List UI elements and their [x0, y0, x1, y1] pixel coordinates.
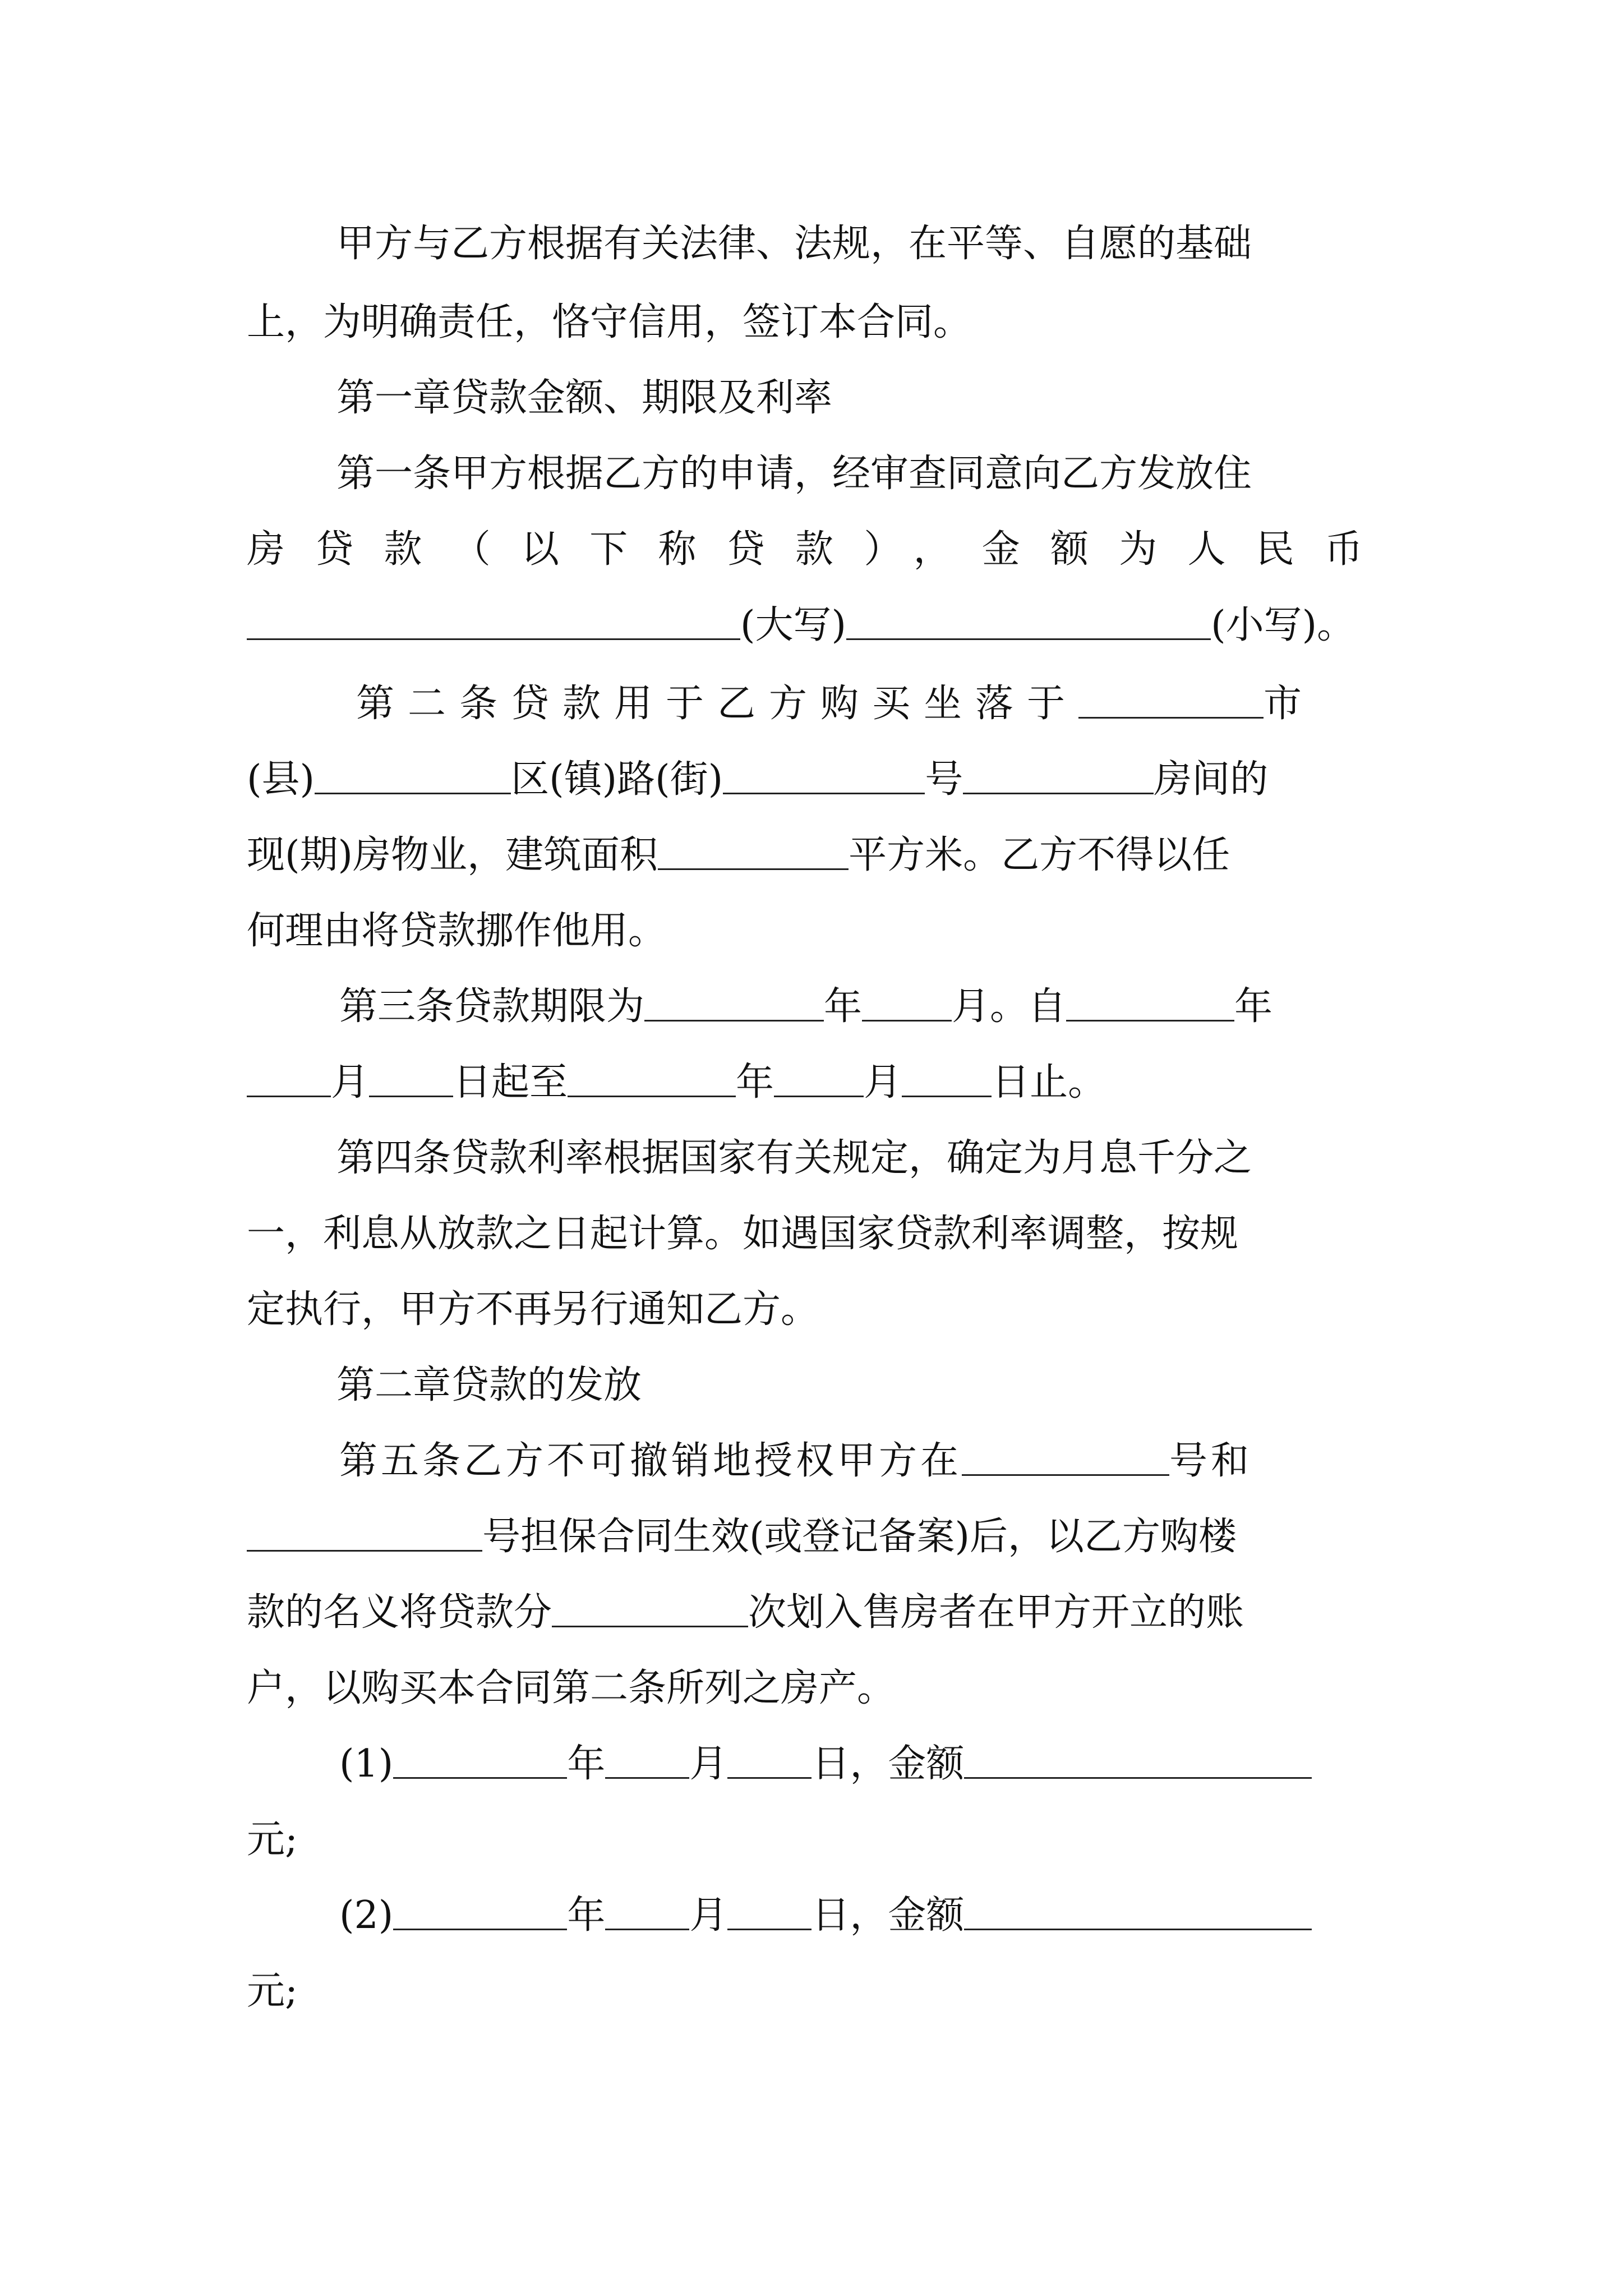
article-4-line1: 第四条贷款利率根据国家有关规定，确定为月息千分之 — [336, 1136, 1252, 1180]
installment-1-line1: (1) 年 月 日，金额 — [339, 1736, 1312, 1792]
para-intro-line2: 上，为明确责任，恪守信用，签订本合同。 — [247, 300, 972, 344]
start-year-blank[interactable] — [1066, 984, 1234, 1022]
article-2-line4: 何理由将贷款挪作他用。 — [247, 909, 667, 953]
article-3-line2: 月 日起至 年 月 日止。 — [247, 1055, 1106, 1111]
amount-uppercase-blank[interactable] — [247, 602, 740, 640]
chapter-2-heading: 第二章贷款的发放 — [336, 1363, 642, 1407]
installments-blank[interactable] — [552, 1590, 748, 1627]
term-months-blank[interactable] — [862, 984, 952, 1022]
article-2-line1: 第二条贷款用于乙方购买坐落于 市 — [356, 682, 1316, 726]
installment-1-month-blank[interactable] — [605, 1741, 689, 1779]
amount-lowercase-blank[interactable] — [846, 602, 1211, 640]
city-blank[interactable] — [1078, 681, 1264, 719]
end-day-blank[interactable] — [902, 1060, 992, 1097]
article-1-line1: 第一条甲方根据乙方的申请，经审查同意向乙方发放住 — [336, 452, 1252, 496]
article-1-line3: (大写) (小写)。 — [247, 597, 1355, 654]
district-blank[interactable] — [315, 757, 511, 794]
term-years-blank[interactable] — [644, 984, 824, 1022]
article-5-line1: 第五条乙方不可撤销地授权甲方在 号和 — [339, 1439, 1253, 1483]
installment-2-amount-blank[interactable] — [964, 1893, 1312, 1930]
para-intro-line1: 甲方与乙方根据有关法律、法规，在平等、自愿的基础 — [336, 222, 1252, 266]
start-month-blank[interactable] — [247, 1060, 331, 1097]
installment-2-day-blank[interactable] — [727, 1893, 811, 1930]
article-5-line2: 号担保合同生效(或登记备案)后，以乙方购楼 — [247, 1509, 1237, 1565]
article-4-line2: 一，利息从放款之日起计算。如遇国家贷款利率调整，按规 — [247, 1212, 1239, 1256]
installment-2-month-blank[interactable] — [605, 1893, 689, 1930]
article-3-line1: 第三条贷款期限为 年 月。自 年 — [339, 984, 1273, 1029]
road-blank[interactable] — [723, 757, 925, 794]
contract-no-2-blank[interactable] — [247, 1514, 482, 1552]
article-5-line3: 款的名义将贷款分 次划入售房者在甲方开立的账 — [247, 1590, 1244, 1635]
installment-2-line1: (2) 年 月 日，金额 — [339, 1888, 1312, 1944]
article-4-line3: 定执行，甲方不再另行通知乙方。 — [247, 1287, 819, 1332]
contract-no-1-blank[interactable] — [962, 1438, 1169, 1476]
article-2-line3: 现(期)房物业，建筑面积 平方米。乙方不得以任 — [247, 833, 1230, 877]
article-5-line4: 户，以购买本合同第二条所列之房产。 — [247, 1666, 896, 1710]
start-day-blank[interactable] — [369, 1060, 453, 1097]
installment-1-line2: 元; — [247, 1818, 298, 1862]
number-blank[interactable] — [963, 757, 1154, 794]
area-blank[interactable] — [658, 832, 849, 870]
article-1-line2: 房贷款（以下称贷款），金额为人民币 — [247, 527, 1363, 572]
end-month-blank[interactable] — [774, 1060, 864, 1097]
installment-2-year-blank[interactable] — [393, 1893, 567, 1930]
installment-1-day-blank[interactable] — [727, 1741, 811, 1779]
chapter-1-heading: 第一章贷款金额、期限及利率 — [336, 376, 833, 420]
end-year-blank[interactable] — [568, 1060, 736, 1097]
installment-1-year-blank[interactable] — [393, 1741, 567, 1779]
installment-1-amount-blank[interactable] — [964, 1741, 1312, 1779]
article-2-line2: (县) 区(镇)路(街) 号 房间的 — [247, 757, 1269, 802]
installment-2-line2: 元; — [247, 1969, 298, 2013]
